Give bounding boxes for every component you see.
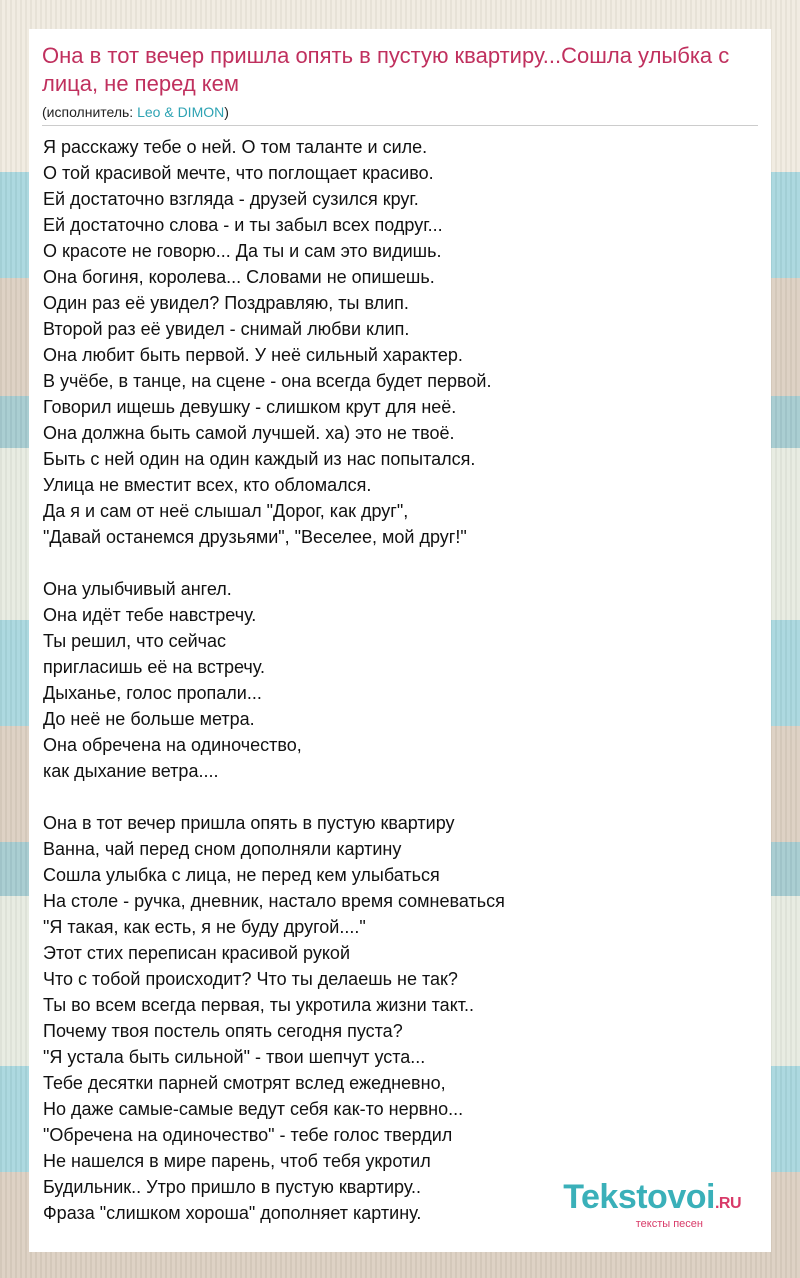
lyric-line: Сошла улыбка с лица, не перед кем улыбаться: [43, 865, 440, 885]
lyric-line: На столе - ручка, дневник, настало время сомневаться: [43, 891, 505, 911]
lyric-line: Говорил ищешь девушку - слишком крут для неё.: [43, 397, 457, 417]
lyric-line: Дыханье, голос пропали...: [43, 683, 262, 703]
artist-link[interactable]: Leo & DIMON: [137, 104, 225, 120]
site-logo[interactable]: [563, 1179, 741, 1230]
lyric-line: Да я и сам от неё слышал "Дорог, как друг",: [43, 501, 409, 521]
lyrics-text: [43, 134, 763, 1226]
lyric-line: Улица не вместит всех, кто обломался.: [43, 475, 372, 495]
lyric-line: Она должна быть самой лучшей. ха) это не твоё.: [43, 423, 455, 443]
lyrics-card: [29, 29, 771, 1252]
lyric-line: "Обречена на одиночество" - тебе голос твердил: [43, 1125, 453, 1145]
lyric-line: Ей достаточно взгляда - друзей сузился круг.: [43, 189, 419, 209]
lyric-line: [43, 550, 763, 576]
lyric-line: Она богиня, королева... Словами не опишешь.: [43, 267, 435, 287]
lyric-line: "Я устала быть сильной" - твои шепчут уста...: [43, 1047, 426, 1067]
lyric-line: Почему твоя постель опять сегодня пуста?: [43, 1021, 403, 1041]
lyric-line: Быть с ней один на один каждый из нас попытался.: [43, 449, 476, 469]
lyric-line: О той красивой мечте, что поглощает красиво.: [43, 163, 434, 183]
lyric-line: До неё не больше метра.: [43, 709, 255, 729]
lyric-line: Ей достаточно слова - и ты забыл всех подруг...: [43, 215, 443, 235]
artist-line: [42, 103, 229, 121]
lyric-line: как дыхание ветра....: [43, 761, 219, 781]
lyric-line: [43, 784, 763, 810]
logo-name: Tekstovoi: [563, 1178, 715, 1216]
logo-tagline: тексты песен: [635, 1218, 703, 1230]
lyric-line: "Давай останемся друзьями", "Веселее, мой друг!": [43, 527, 467, 547]
lyric-line: Я расскажу тебе о ней. О том таланте и силе.: [43, 137, 428, 157]
artist-suffix: ): [224, 104, 229, 120]
lyric-line: Она обречена на одиночество,: [43, 735, 302, 755]
lyric-line: Она идёт тебе навстречу.: [43, 605, 257, 625]
lyric-line: В учёбе, в танце, на сцене - она всегда будет первой.: [43, 371, 492, 391]
lyric-line: Фраза "слишком хороша" дополняет картину.: [43, 1203, 422, 1223]
lyric-line: Но даже самые-самые ведут себя как-то нервно...: [43, 1099, 464, 1119]
lyric-line: Будильник.. Утро пришло в пустую квартиру..: [43, 1177, 422, 1197]
lyric-line: "Я такая, как есть, я не буду другой....": [43, 917, 366, 937]
lyric-line: Ванна, чай перед сном дополняли картину: [43, 839, 402, 859]
lyric-line: Она в тот вечер пришла опять в пустую квартиру: [43, 813, 455, 833]
lyric-line: Ты решил, что сейчас: [43, 631, 227, 651]
lyric-line: Она улыбчивый ангел.: [43, 579, 232, 599]
title-divider: [42, 125, 758, 126]
lyric-line: Один раз её увидел? Поздравляю, ты влип.: [43, 293, 409, 313]
lyric-line: Второй раз её увидел - снимай любви клип.: [43, 319, 410, 339]
song-title: Она в тот вечер пришла опять в пустую квартиру...Сошла улыбка с лица, не перед кем: [42, 43, 730, 96]
lyric-line: Тебе десятки парней смотрят вслед ежедневно,: [43, 1073, 446, 1093]
lyric-line: Она любит быть первой. У неё сильный характер.: [43, 345, 463, 365]
lyric-line: Этот стих переписан красивой рукой: [43, 943, 351, 963]
lyric-line: Не нашелся в мире парень, чтоб тебя укротил: [43, 1151, 431, 1171]
lyric-line: Что с тобой происходит? Что ты делаешь не так?: [43, 969, 458, 989]
lyric-line: О красоте не говорю... Да ты и сам это видишь.: [43, 241, 442, 261]
lyric-line: Ты во всем всегда первая, ты укротила жизни такт..: [43, 995, 475, 1015]
lyric-line: пригласишь её на встречу.: [43, 657, 265, 677]
logo-tld: .RU: [714, 1195, 741, 1212]
artist-prefix: (исполнитель:: [42, 104, 138, 120]
